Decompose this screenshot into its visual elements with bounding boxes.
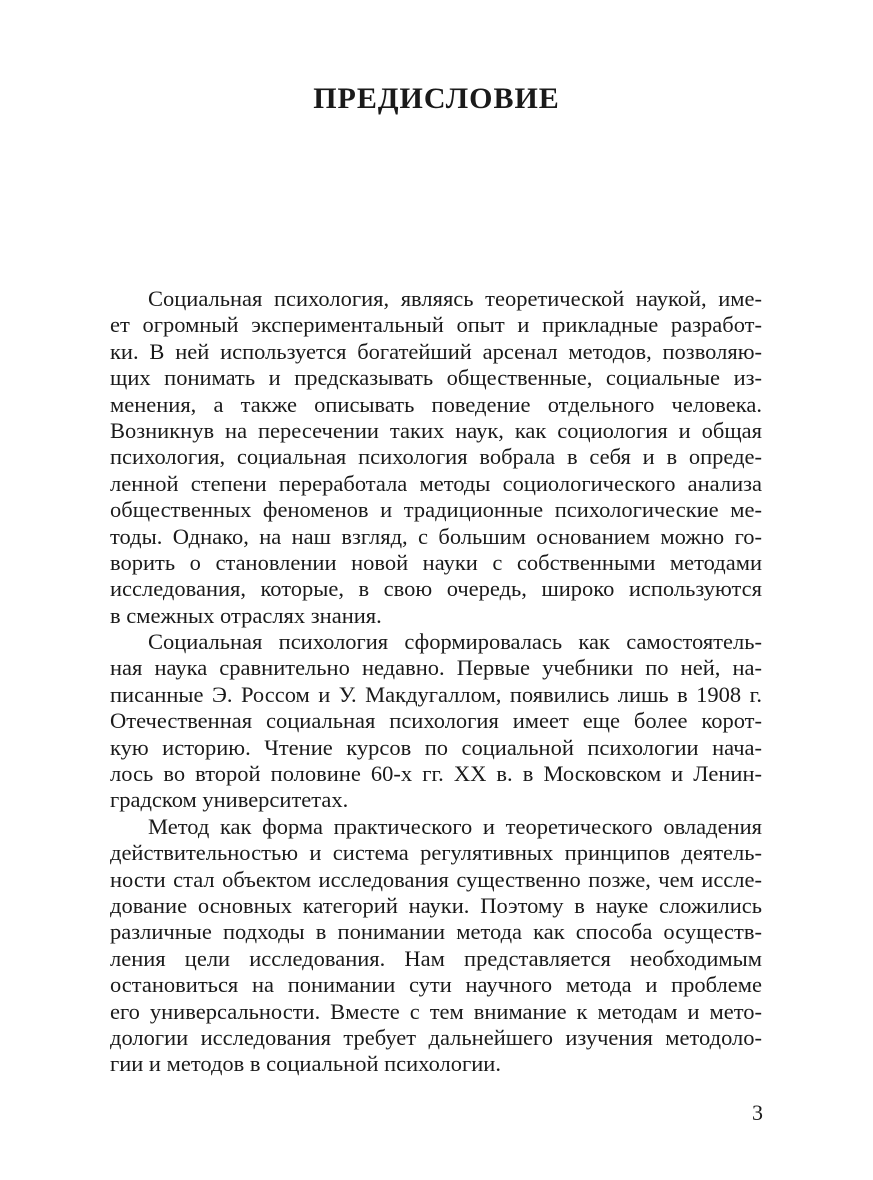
text-line: кую историю. Чтение курсов по социальной психологии нача- [110,734,762,760]
text-line: общественных феноменов и традиционные психологические ме- [110,497,762,523]
text-line: ная наука сравнительно недавно. Первые учебники по ней, на- [110,655,762,681]
text-line: дологии исследования требует дальнейшего изучения методоло- [110,1024,762,1050]
text-line: исследования, которые, в свою очередь, широко используются [110,576,762,602]
page-number: 3 [752,1100,763,1125]
text-line: Отечественная социальная психология имеет еще более корот- [110,708,762,734]
text-line: ности стал объектом исследования существенно позже, чем иссле- [110,866,762,892]
text-line: гии и методов в социальной психологии. [110,1051,501,1077]
text-line: психология, социальная психология вобрала в себя и в опреде- [110,444,762,470]
text-line: действительностью и система регулятивных принципов деятель- [110,840,762,866]
text-line: его универсальности. Вместе с тем внимание к методам и мето- [110,998,762,1024]
text-line: остановиться на понимании сути научного метода и проблеме [110,972,762,998]
text-line: ленной степени переработала методы социологического анализа [110,470,762,496]
paragraph-2 [110,629,762,814]
text-line: градском университетах. [110,787,349,813]
text-line: различные подходы в понимании метода как способа осуществ- [110,919,762,945]
page-title: ПРЕДИСЛОВИЕ [313,82,560,115]
text-line: щих понимать и предсказывать общественные, социальные из- [110,365,762,391]
paragraph-3 [110,814,762,1078]
text-line: тоды. Однако, на наш взгляд, с большим основанием можно го- [110,523,762,549]
text-line: лось во второй половине 60-х гг. XX в. в Московском и Ленин- [110,761,762,787]
text-line: Метод как форма практического и теоретического овладения [148,813,762,839]
text-line: Возникнув на пересечении таких наук, как социология и общая [110,417,762,443]
text-line: ки. В ней используется богатейший арсенал методов, позволяю- [110,338,762,364]
text-line: ления цели исследования. Нам представляется необходимым [110,945,762,971]
text-line: писанные Э. Россом и У. Макдугаллом, появились лишь в 1908 г. [110,681,762,707]
text-line: в смежных отраслях знания. [110,602,382,628]
body-text [110,286,762,1078]
text-line: менения, а также описывать поведение отдельного человека. [110,391,762,417]
text-line: Социальная психология, являясь теоретической наукой, име- [148,286,762,311]
text-line: Социальная психология сформировалась как самостоятель- [148,629,762,655]
text-line: ворить о становлении новой науки с собственными методами [110,549,762,575]
text-line: ет огромный экспериментальный опыт и прикладные разработ- [110,312,762,338]
text-line: дование основных категорий науки. Поэтому в науке сложились [110,892,762,918]
paragraph-1 [110,286,762,629]
